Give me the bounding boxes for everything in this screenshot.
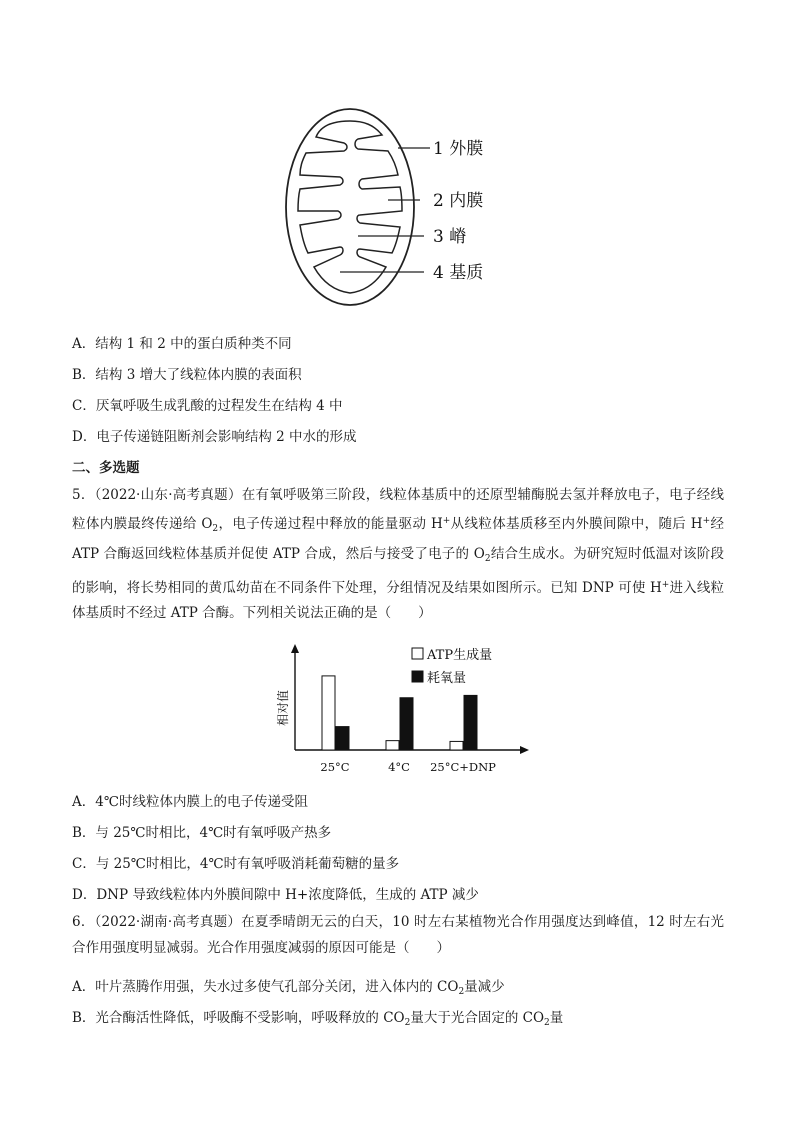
bar-atp-0: [322, 676, 335, 750]
legend-label: ATP生成量: [427, 648, 493, 663]
label-outer-membrane: 1 外膜: [433, 139, 484, 159]
bar-chart: [270, 640, 540, 775]
q5-option-c: C．与 25℃时相比，4℃时有氧呼吸消耗葡萄糖的量多: [72, 856, 400, 872]
x-axis-arrow: [520, 746, 529, 754]
label-inner-membrane: 2 内膜: [433, 191, 484, 211]
q6-option-b: B．光合酶活性降低，呼吸酶不受影响，呼吸释放的 $CO_2$量大于光合固定的 $CO_2$量: [72, 1010, 564, 1028]
mitochondrion-diagram: [280, 105, 520, 320]
q4-option-c: C．厌氧呼吸生成乳酸的过程发生在结构 4 中: [72, 398, 343, 414]
bar-oxygen-0: [336, 727, 349, 750]
q5-option-a: A．4℃时线粒体内膜上的电子传递受阻: [72, 794, 308, 810]
q5-stem: 5．（2022·山东·高考真题）在有氧呼吸第三阶段，线粒体基质中的还原型辅酶脱去氢并释放电子，电子经线粒体内膜最终传递给 $O_2$，电子传递过程中释放的能量驱动 H+从线粒体基质移至内外膜间隙中，随后 H+经 ATP 合酶返回线粒体基质并促使 ATP 合成，然后与接受了电子的 $O_2$结合生成水。为研究短时低温对该阶段的影响，将长势相同的黄瓜幼苗在不同条件下处理，分组情况及结果如图所示。已知 DNP 可使 H+进入线粒体基质时不经过 ATP 合酶。下列相关说法正确的是（ ）: [72, 487, 725, 621]
x-tick-label: 25°C: [320, 760, 350, 774]
bar-oxygen-2: [464, 695, 477, 750]
q4-option-b: B．结构 3 增大了线粒体内膜的表面积: [72, 367, 302, 383]
y-axis-label: 相对值: [276, 689, 290, 727]
bar-atp-2: [450, 741, 463, 750]
label-cristae: 3 嵴: [433, 227, 467, 247]
bar-oxygen-1: [400, 698, 413, 750]
q6-option-a: A．叶片蒸腾作用强，失水过多使气孔部分关闭，进入体内的 $CO_2$量减少: [72, 979, 505, 997]
bar-atp-1: [386, 741, 399, 750]
q5-option-b: B．与 25℃时相比，4℃时有氧呼吸产热多: [72, 825, 332, 841]
inner-membrane: [298, 121, 402, 293]
legend-swatch: [412, 648, 423, 659]
q4-option-a: A．结构 1 和 2 中的蛋白质种类不同: [72, 336, 292, 352]
q6-stem: 6．（2022·湖南·高考真题）在夏季晴朗无云的白天，10 时左右某植物光合作用强度达到峰值，12 时左右光合作用强度明显减弱。光合作用强度减弱的原因可能是（ ）: [72, 914, 724, 956]
y-axis-arrow: [291, 644, 299, 653]
x-tick-label: 4°C: [388, 760, 410, 774]
legend-label: 耗氧量: [427, 671, 467, 686]
outer-membrane: [286, 109, 414, 305]
q4-option-d: D．电子传递链阻断剂会影响结构 2 中水的形成: [72, 429, 357, 445]
label-matrix: 4 基质: [433, 263, 484, 283]
x-tick-label: 25°C+DNP: [430, 760, 496, 774]
legend-swatch: [412, 671, 423, 682]
q5-option-d: D．DNP 导致线粒体内外膜间隙中 H+浓度降低，生成的 ATP 减少: [72, 887, 479, 903]
section-title: 二、多选题: [72, 460, 140, 476]
